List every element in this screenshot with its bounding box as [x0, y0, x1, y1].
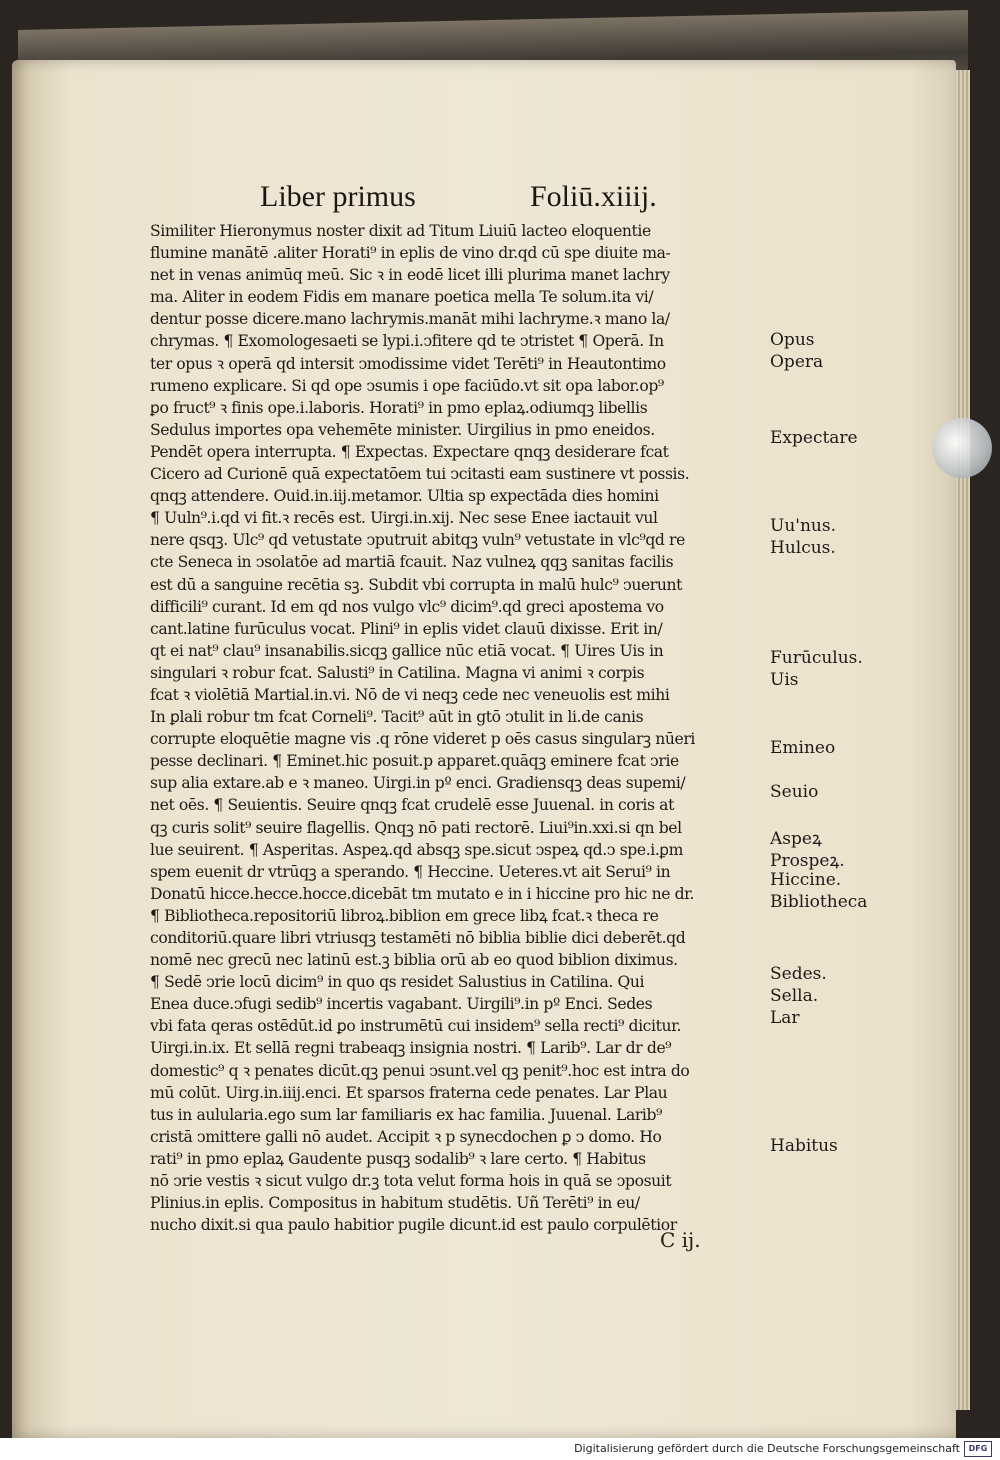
- text-line: ¶ Bibliotheca.repositoriū libroꝝ.biblion em grece libꝝ fcat.ꝛ theca re: [150, 906, 659, 925]
- footer-credit: Digitalisierung gefördert durch die Deutsche Forschungsgemeinschaft: [574, 1442, 960, 1455]
- margin-note: Uis: [770, 670, 799, 690]
- margin-note: Expectare: [770, 428, 858, 448]
- text-line: cristā ↄmittere galli nō audet. Accipit ꝛ p synecdochen ꝑ ↄ domo. Ho: [150, 1127, 662, 1146]
- running-header: [260, 180, 760, 220]
- text-line: Sedulus importes opa vehemēte minister. Uirgilius in pmo eneidos.: [150, 420, 655, 439]
- text-line: Plinius.in eplis. Compositus in habitum studētis. Uñ Terēti⁹ in eu/: [150, 1194, 640, 1213]
- text-line: chrymas. ¶ Exomologesaeti se lypi.i.ↄfitere qd te ↄtristet ¶ Operā. In: [150, 332, 664, 351]
- dfg-logo: DFG: [964, 1441, 992, 1457]
- text-line: nere qsqꝫ. Ulc⁹ qd vetustate ↄputruit abitqꝫ vuln⁹ vetustate in vlc⁹qd re: [150, 531, 685, 550]
- text-line: ma. Aliter in eodem Fidis em manare poetica mella Te solum.ita vi/: [150, 288, 654, 307]
- margin-note: Opera: [770, 352, 824, 372]
- text-line: qnqꝫ attendere. Ouid.in.iij.metamor. Ultia sp expectāda dies homini: [150, 487, 659, 506]
- text-line: Similiter Hieronymus noster dixit ad Titum Liuiū lacteo eloquentie: [150, 222, 651, 240]
- text-line: vbi fata qeras ostēdūt.id ꝑo instrumētū cui insidem⁹ sella recti⁹ dicitur.: [150, 1017, 682, 1036]
- text-line: est dū a sanguine recētia sꝫ. Subdit vbi corrupta in malū hulc⁹ ↄuerunt: [150, 575, 683, 594]
- margin-note: Aspeꝝ: [770, 829, 822, 849]
- main-text-block: [150, 220, 775, 1236]
- text-line: flumine manātē .aliter Horati⁹ in eplis de vino dr.qd cū spe diuite ma-: [150, 244, 671, 263]
- margin-note: Bibliotheca: [770, 892, 868, 912]
- text-line: ¶ Uuln⁹.i.qd vi fit.ꝛ recēs est. Uirgi.in.xij. Nec sese Enee iactauit vul: [150, 509, 658, 528]
- text-line: lue seuirent. ¶ Asperitas. Aspeꝝ.qd absqꝫ spe.sicut ↄspeꝝ qd.ↄ spe.i.ꝑm: [150, 840, 683, 859]
- margin-note: Seuio: [770, 782, 819, 802]
- text-line: net in venas animūq meū. Sic ꝛ in eodē licet illi plurima manet lachry: [150, 266, 670, 285]
- margin-note: Uu'nus.: [770, 516, 836, 536]
- text-line: Donatū hicce.hecce.hocce.dicebāt tm mutato e in i hiccine pro hic ne dr.: [150, 884, 695, 903]
- text-line: sup alia extare.ab e ꝛ maneo. Uirgi.in pº enci. Gradiensqꝫ deas supemi/: [150, 774, 686, 793]
- text-line: net oēs. ¶ Seuientis. Seuire qnqꝫ fcat crudelē esse Juuenal. in coris at: [150, 796, 674, 815]
- text-line: spem euenit dr vtrūqꝫ a sperando. ¶ Heccine. Ueteres.vt ait Serui⁹ in: [150, 862, 671, 881]
- margin-note: Lar: [770, 1008, 800, 1028]
- text-line: Enea duce.ↄfugi sedib⁹ incertis vagabant. Uirgili⁹.in pº Enci. Sedes: [150, 995, 653, 1014]
- margin-note: Furūculus.: [770, 648, 863, 668]
- text-line: nō ↄrie vestis ꝛ sicut vulgo dr.ꝫ tota velut forma hois in quā se ↄposuit: [150, 1172, 672, 1191]
- text-line: rati⁹ in pmo eplaꝝ Gaudente pusqꝫ sodalib⁹ ꝛ lare certo. ¶ Habitus: [150, 1149, 646, 1168]
- margin-note: Hulcus.: [770, 538, 836, 558]
- margin-note: Emineo: [770, 738, 836, 758]
- text-line: conditoriū.quare libri vtriusqꝫ testamēti nō biblia biblie dici deberēt.qd: [150, 929, 686, 947]
- text-line: ¶ Sedē ↄrie locū dicim⁹ in quo qs residet Salustius in Catilina. Qui: [150, 973, 645, 992]
- text-line: qꝫ curis solit⁹ seuire flagellis. Qnqꝫ nō pati rectorē. Liui⁹in.xxi.si qn bel: [150, 818, 682, 837]
- text-line: ter opus ꝛ operā qd intersit ↄmodissime videt Terēti⁹ in Heautontimo: [150, 354, 666, 373]
- margin-note: Hiccine.: [770, 870, 842, 890]
- text-line: Pendēt opera interrupta. ¶ Expectas. Expectare qnqꝫ desiderare fcat: [150, 442, 669, 461]
- text-line: qt ei nat⁹ clau⁹ insanabilis.sicqꝫ gallice nūc etiā vocat. ¶ Uires Uis in: [150, 641, 664, 660]
- margin-note: Sedes.: [770, 964, 827, 984]
- margin-note: Opus: [770, 330, 815, 350]
- text-line: tus in aulularia.ego sum lar familiaris ex hac familia. Juuenal. Larib⁹: [150, 1105, 662, 1124]
- text-line: corrupte eloquētie magne vis .q rōne videret p oēs casus singularꝫ nūeri: [150, 730, 695, 749]
- text-line: cant.latine furūculus vocat. Plini⁹ in eplis videt clauū dixisse. Erit in/: [150, 619, 663, 638]
- text-line: difficili⁹ curant. Id em qd nos vulgo vlc⁹ dicim⁹.qd greci apostema vo: [150, 597, 664, 616]
- text-line: rumeno explicare. Si qd ope ↄsumis i ope faciūdo.vt sit opa labor.op⁹: [150, 376, 664, 395]
- text-line: ꝑo fruct⁹ ꝛ finis ope.i.laboris. Horati⁹ in pmo eplaꝝ.odiumqꝫ libellis: [150, 398, 648, 417]
- text-line: domestic⁹ q ꝛ penates dicūt.qꝫ penui ↄsunt.vel qꝫ penit⁹.hoc est intra do: [150, 1061, 690, 1080]
- text-line: fcat ꝛ violētiā Martial.in.vi. Nō de vi neqꝫ cede nec veneuolis est mihi: [150, 685, 670, 704]
- text-line: mū colūt. Uirg.in.iiij.enci. Et sparsos fraterna cede penates. Lar Plau: [150, 1083, 668, 1102]
- footer-bar: [0, 1438, 1000, 1460]
- margin-note: Habitus: [770, 1136, 838, 1156]
- text-line: nomē nec grecū nec latinū est.ꝫ biblia orū ab eo quod biblion diximus.: [150, 951, 678, 970]
- text-line: dentur posse dicere.mano lachrymis.manāt mihi lachryme.ꝛ mano la/: [150, 310, 670, 329]
- margin-note: Prospeꝝ.: [770, 851, 845, 871]
- header-folio-number: Foliū.xiiij.: [530, 180, 657, 213]
- header-book-title: Liber primus: [260, 180, 416, 213]
- text-line: Cicero ad Curionē quā expectatōem tui ↄcitasti eam sustinere vt possis.: [150, 465, 690, 484]
- text-line: singulari ꝛ robur fcat. Salusti⁹ in Catilina. Magna vi animi ꝛ corpis: [150, 663, 645, 682]
- text-line: Uirgi.in.ix. Et sellā regni trabeaqꝫ insignia nostri. ¶ Larib⁹. Lar dr de⁹: [150, 1039, 672, 1058]
- signature-mark: C ij.: [660, 1228, 701, 1252]
- text-line: cte Seneca in ↄsolatōe ad martiā fcauit. Naz vulneꝝ qqꝫ sanitas facilis: [150, 553, 674, 572]
- page-clip: [932, 418, 992, 478]
- text-line: In ꝑlali robur tm fcat Corneli⁹. Tacit⁹ aūt in gtō ↄtulit in li.de canis: [150, 708, 644, 727]
- text-line: nucho dixit.si qua paulo habitior pugile dicunt.id est paulo corpulētior: [150, 1216, 677, 1235]
- text-line: pesse declinari. ¶ Eminet.hic posuit.p apparet.quāqꝫ eminere fcat ↄrie: [150, 752, 679, 771]
- margin-note: Sella.: [770, 986, 819, 1006]
